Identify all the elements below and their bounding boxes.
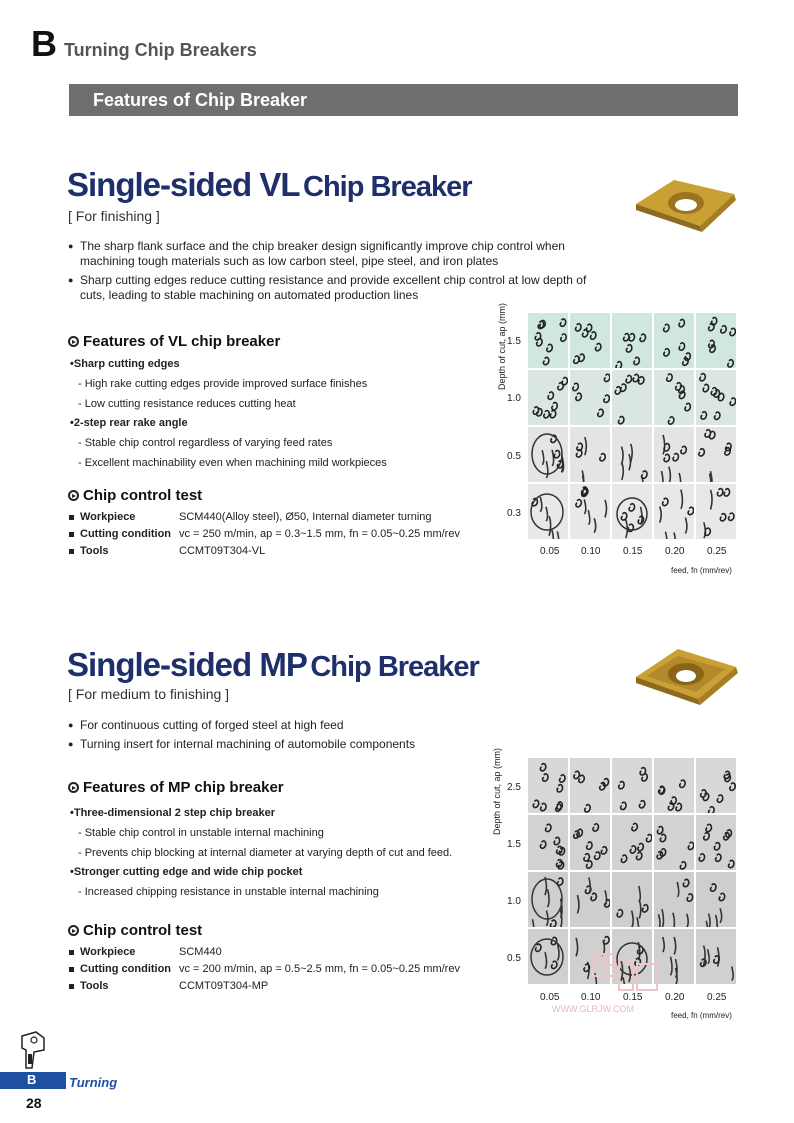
vl-features-heading [68,333,280,350]
mp-y-tick: 1.0 [507,896,521,907]
feature-subtitle: • Stronger cutting edge and wide chip pocket [70,863,490,883]
spec-value: CCMT09T304-MP [179,979,269,992]
footer-section-label: Turning [69,1075,118,1090]
chip-photo-cell [654,872,694,927]
chip-photo-cell [696,758,736,813]
spec-label: Tools [68,545,179,557]
chip-photo-cell [570,427,610,482]
spec-label: Tools [68,980,179,992]
chip-photo-cell [612,313,652,368]
vl-test-specs [68,508,460,559]
vl-x-tick: 0.05 [540,546,560,557]
chip-photo-cell [612,872,652,927]
feature-item: - Low cutting resistance reduces cutting heat [78,397,296,410]
chip-photo-cell [612,370,652,425]
spec-row [68,943,460,960]
vl-bullet: ● The sharp flank surface and the chip breaker design significantly improve chip control when machining tough materials such as low carbon steel, pipe steel, and iron plates [68,239,588,269]
mp-product-title [67,648,479,682]
mp-x-tick: 0.10 [581,992,601,1003]
arrow-circle-icon [68,782,79,793]
spec-row [68,960,460,977]
vl-x-tick: 0.10 [581,546,601,557]
chip-photo-cell [570,313,610,368]
vl-x-tick: 0.15 [623,546,643,557]
page-number: 28 [26,1095,42,1111]
spec-row [68,508,460,525]
vl-features-heading-text: Features of VL chip breaker [83,333,281,350]
mp-features-heading [68,779,284,796]
arrow-circle-icon [68,336,79,347]
chip-photo-cell [696,929,736,984]
mp-bullet: ● For continuous cutting of forged steel at high feed [68,718,508,733]
vl-product-title [67,168,472,202]
mp-y-tick: 1.5 [507,839,521,850]
vl-x-tick: 0.25 [707,546,727,557]
chip-photo-cell [654,313,694,368]
vl-bullet-list [68,239,588,307]
vl-y-axis-label: Depth of cut, ap (mm) [497,302,507,390]
chip-photo-cell [696,370,736,425]
chip-photo-cell [528,484,568,539]
mp-bullet-list [68,718,508,756]
chip-photo-cell [696,815,736,870]
chip-photo-cell [528,815,568,870]
feature-item: - Increased chipping resistance in unstable internal machining [78,886,379,899]
vl-bullet: ● Sharp cutting edges reduce cutting resistance and provide excellent chip control at low depth of cuts, leading to stable machining on automated production lines [68,273,588,303]
chip-photo-cell [528,929,568,984]
mp-y-tick: 0.5 [507,953,521,964]
spec-label: Workpiece [68,946,179,958]
feature-item: - Stable chip control regardless of varying feed rates [78,437,333,450]
chip-photo-cell [654,815,694,870]
vl-chip-photo-grid [528,313,738,541]
chip-photo-cell [528,872,568,927]
chip-photo-cell [612,758,652,813]
vl-x-tick: 0.20 [665,546,685,557]
feature-item: - Prevents chip blocking at internal diameter at varying depth of cut and feed. [78,846,453,859]
watermark-url: WWW.GLRJW.COM [552,1004,634,1014]
chip-photo-cell [570,484,610,539]
vl-features-list [70,355,490,474]
spec-row [68,525,460,542]
mp-test-specs [68,943,460,994]
chip-photo-cell [696,484,736,539]
spec-value: vc = 250 m/min, ap = 0.3~1.5 mm, fn = 0.05~0.25 mm/rev [179,527,460,540]
vl-y-tick: 1.5 [507,336,521,347]
mp-insert-image [630,645,740,707]
spec-value: SCM440(Alloy steel), Ø50, Internal diameter turning [179,510,432,523]
vl-title-main: Single-sided VL [67,166,300,203]
feature-subtitle: • Sharp cutting edges [70,355,490,375]
spec-row [68,977,460,994]
watermark-logo [585,950,665,996]
mp-title-main: Single-sided MP [67,646,307,683]
mp-y-tick: 2.5 [507,782,521,793]
spec-label: Workpiece [68,511,179,523]
mp-title-chip-breaker: Chip Breaker [310,651,479,683]
mp-test-heading [68,922,202,939]
chip-photo-cell [696,872,736,927]
chip-photo-cell [528,313,568,368]
chip-photo-cell [570,872,610,927]
mp-features-list [70,804,490,903]
chip-photo-cell [612,484,652,539]
feature-subtitle: • Three-dimensional 2 step chip breaker [70,804,490,824]
spec-label: Cutting condition [68,528,179,540]
mp-x-tick: 0.15 [623,992,643,1003]
mp-x-tick: 0.05 [540,992,560,1003]
vl-subtitle: [ For finishing ] [68,208,160,224]
footer-section-letter: B [27,1072,37,1087]
section-title: Turning Chip Breakers [64,40,257,60]
feature-subtitle: • 2-step rear rake angle [70,414,490,434]
vl-x-axis-label: feed, fn (mm/rev) [671,566,732,575]
spec-value: CCMT09T304-VL [179,544,266,557]
feature-bar-title: Features of Chip Breaker [93,90,308,110]
mp-x-axis-label: feed, fn (mm/rev) [671,1011,732,1020]
turning-tool-icon [18,1030,48,1070]
chip-photo-cell [612,815,652,870]
chip-photo-cell [570,370,610,425]
vl-y-tick: 0.5 [507,451,521,462]
mp-y-axis-label: Depth of cut, ap (mm) [492,747,502,835]
mp-bullet: ● Turning insert for internal machining of automobile components [68,737,508,752]
chip-photo-cell [654,427,694,482]
chip-photo-cell [654,484,694,539]
spec-row [68,542,460,559]
arrow-circle-icon [68,925,79,936]
mp-x-tick: 0.25 [707,992,727,1003]
mp-test-heading-text: Chip control test [83,922,203,939]
chip-photo-cell [528,370,568,425]
chip-photo-cell [570,758,610,813]
feature-item: - Excellent machinability even when machining mild workpieces [78,456,387,469]
feature-item: - High rake cutting edges provide improved surface finishes [78,377,368,390]
chip-photo-cell [696,427,736,482]
chip-photo-cell [570,815,610,870]
chip-photo-cell [654,370,694,425]
feature-item: - Stable chip control in unstable internal machining [78,826,324,839]
vl-title-chip-breaker: Chip Breaker [303,171,472,203]
spec-value: SCM440 [179,945,222,958]
vl-y-tick: 1.0 [507,393,521,404]
vl-test-heading [68,487,202,504]
spec-label: Cutting condition [68,963,179,975]
vl-test-heading-text: Chip control test [83,487,203,504]
section-letter: B [31,23,57,64]
chip-photo-cell [612,427,652,482]
vl-insert-image [628,176,740,234]
mp-subtitle: [ For medium to finishing ] [68,686,230,702]
spec-value: vc = 200 m/min, ap = 0.5~2.5 mm, fn = 0.05~0.25 mm/rev [179,962,460,975]
chip-photo-cell [654,758,694,813]
arrow-circle-icon [68,490,79,501]
mp-features-heading-text: Features of MP chip breaker [83,779,284,796]
chip-photo-cell [696,313,736,368]
mp-x-tick: 0.20 [665,992,685,1003]
chip-photo-cell [528,427,568,482]
vl-y-tick: 0.3 [507,508,521,519]
chip-photo-cell [528,758,568,813]
